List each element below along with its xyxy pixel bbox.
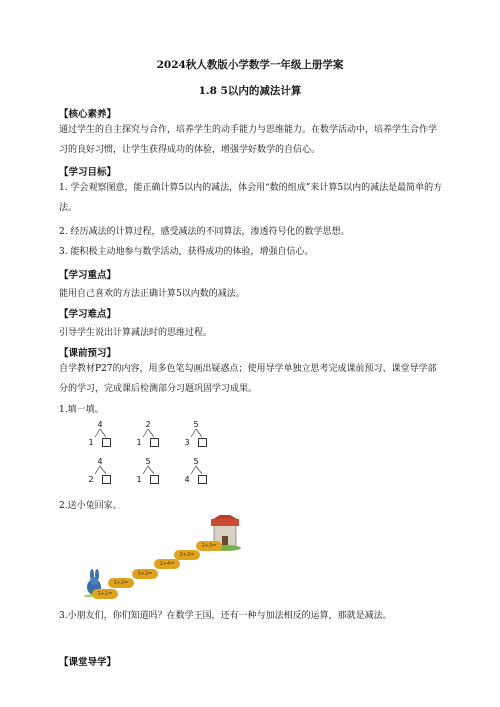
stair-step: 2+3= [196,541,222,551]
goal-item-3: 3. 能积极主动地参与数学活动，获得成功的体验，增强自信心。 [59,247,314,257]
answer-box[interactable] [150,475,159,484]
bond-total: 5 [193,457,199,466]
bond-part: 3 [184,438,190,447]
goal-item-1: 1. 学会观察图意，能正确计算5以内的减法，体会用“数的组成”来计算5以内的减法是最简单的方法。 [59,183,443,213]
guide-heading: 【课堂导学】 [59,657,117,668]
question-3: 3.小朋友们，你们知道吗？在数学王国，还有一种与加法相反的运算，那就是减法。 [59,611,392,621]
key-text: 能用自己喜欢的方法正确计算5以内数的减法。 [59,289,245,299]
difficulty-text: 引导学生说出计算减法时的思维过程。 [59,328,213,338]
bond-part: 2 [88,475,94,484]
stair-step: 2+2= [174,550,200,560]
lesson-subtitle: 1.8 5以内的减法计算 [198,85,302,97]
bond-total: 4 [97,457,103,466]
core-heading: 【核心素养】 [59,109,117,120]
core-text: 通过学生的自主探究与合作，培养学生的动手能力与思维能力。在数学活动中，培养学生合作学习的良好习惯，让学生获得成功的体验，增强学好数学的自信心。 [59,125,438,155]
bond-total: 5 [145,457,151,466]
stair-step: 1+4= [154,559,180,569]
question-2: 2.送小兔回家。 [59,501,122,511]
stair-step: 3+2= [132,569,158,579]
bond-part: 1 [136,438,142,447]
page-title: 2024秋人教版小学数学一年级上册学案 [156,59,344,71]
key-heading: 【学习重点】 [59,270,117,281]
answer-box[interactable] [102,475,111,484]
bond-part: 1 [88,438,94,447]
stair-step: 1+1= [92,589,118,599]
goal-item-2: 2. 经历减法的计算过程，感受减法的不同算法，渗透符号化的数学思想。 [59,227,350,237]
difficulty-heading: 【学习难点】 [59,309,117,320]
bond-total: 5 [193,420,199,429]
bond-part: 4 [184,475,190,484]
rabbit-stairs-illustration [82,515,242,600]
answer-box[interactable] [102,438,111,447]
bond-total: 4 [97,420,103,429]
answer-box[interactable] [198,475,207,484]
preview-text: 自学教材P27的内容，用多色笔勾画出疑惑点；使用导学单独立思考完成课前预习、课堂导学部分的学习，完成课后检测部分习题巩固学习成果。 [59,364,437,394]
question-1: 1.填一填。 [59,405,104,415]
goals-heading: 【学习目标】 [59,167,117,178]
bond-total: 2 [145,420,151,429]
preview-heading: 【课前预习】 [59,348,117,359]
bond-part: 1 [136,475,142,484]
answer-box[interactable] [198,438,207,447]
stair-step: 1+2= [108,578,134,588]
answer-box[interactable] [150,438,159,447]
